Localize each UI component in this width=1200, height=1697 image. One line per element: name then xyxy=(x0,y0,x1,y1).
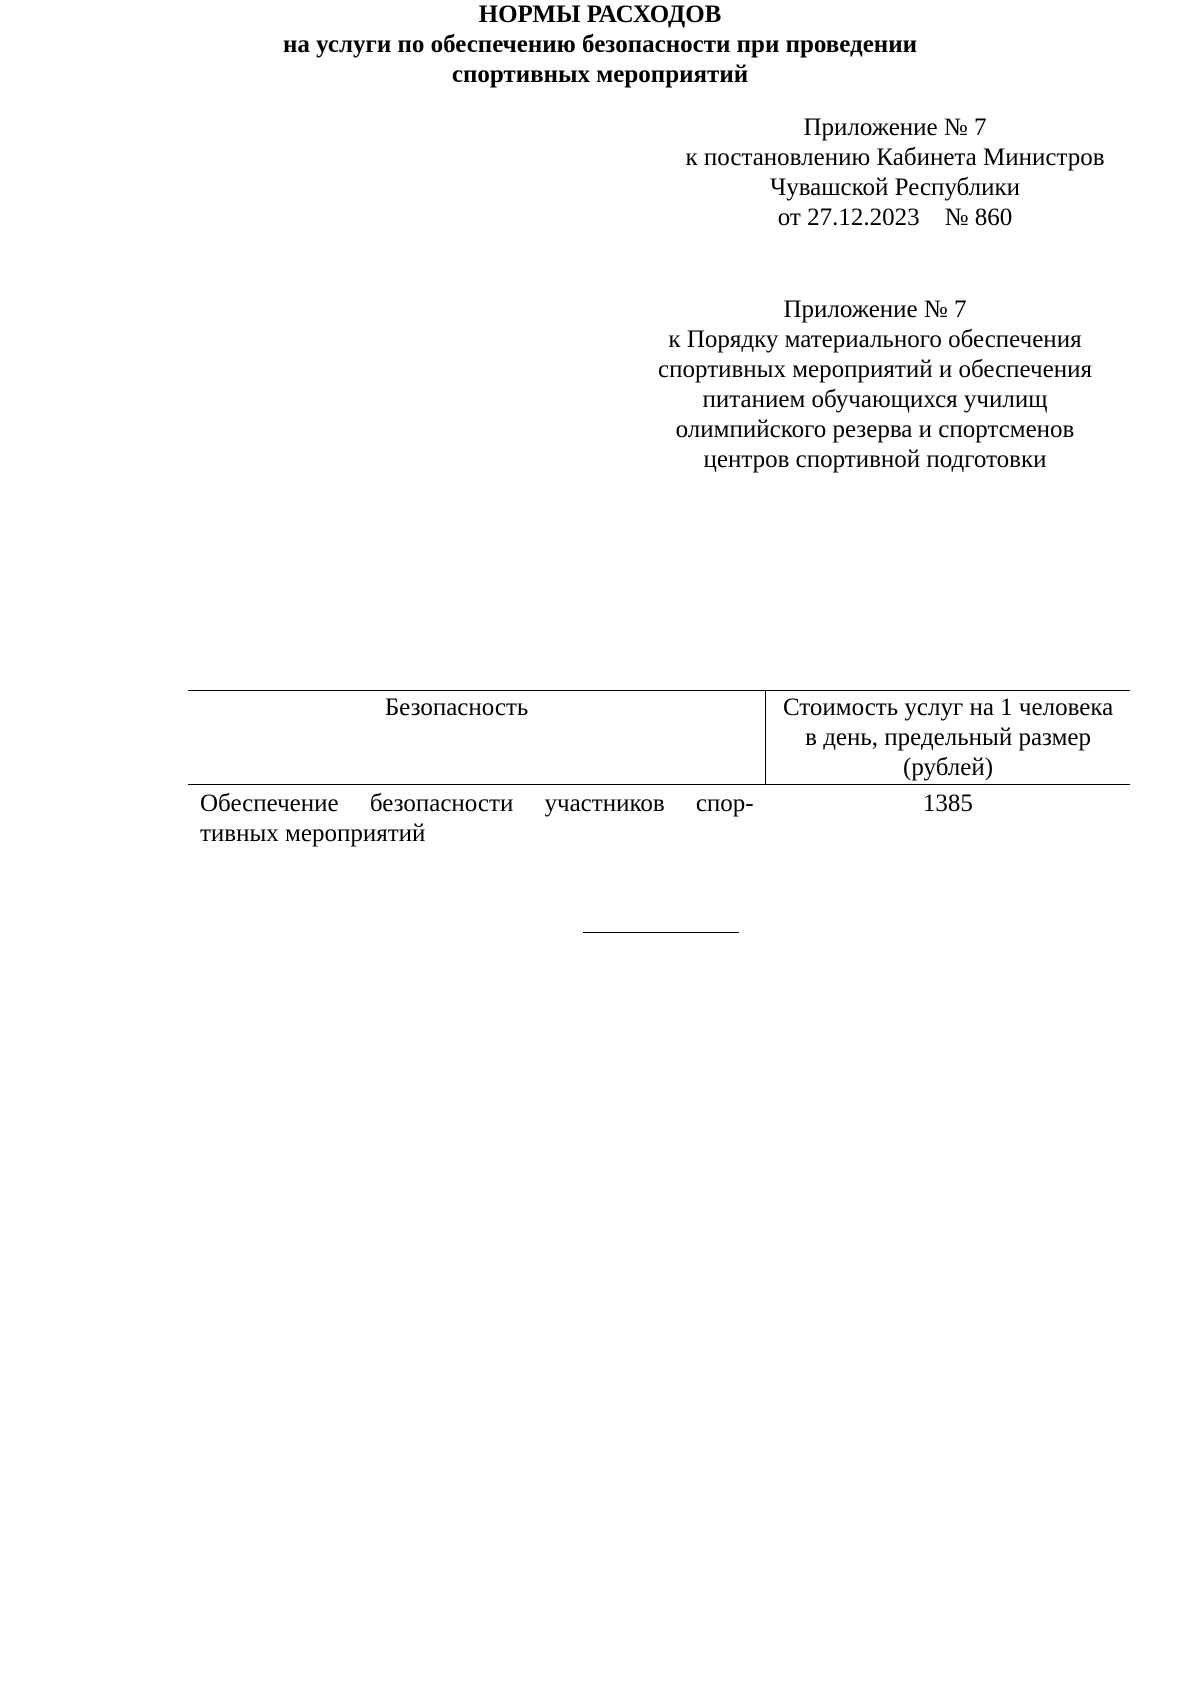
norms-table xyxy=(188,690,1130,849)
appendix-decree-line: от 27.12.2023 № 860 xyxy=(777,204,1013,231)
document-title: НОРМЫ РАСХОДОВ xyxy=(478,1,722,28)
document-subtitle-line: спортивных мероприятий xyxy=(451,61,749,88)
appendix-order-line: питанием обучающихся училищ xyxy=(702,386,1048,413)
header-cost-line: в день, предельный размер xyxy=(805,724,1091,751)
header-cost xyxy=(766,691,1130,785)
document-subtitle-line: на услуги по обеспечению безопасности при проведении xyxy=(282,31,918,58)
document-heading xyxy=(0,0,1200,90)
appendix-order-line: центров спортивной подготовки xyxy=(703,446,1047,473)
table-row xyxy=(188,785,1130,850)
appendix-decree-line: к постановлению Кабинета Министров xyxy=(685,144,1105,171)
row-cost-value xyxy=(766,785,1130,850)
row-service-name xyxy=(188,785,766,850)
appendix-decree-line: Чувашской Республики xyxy=(769,174,1021,201)
table-header-row xyxy=(188,691,1130,785)
row-service-name-line: Обеспечение безопасности участников спор- xyxy=(200,790,754,817)
appendix-order-line: Приложение № 7 xyxy=(783,296,967,323)
header-cost-line: (рублей) xyxy=(903,754,994,781)
header-security-label: Безопасность xyxy=(384,694,529,721)
row-service-name-line: тивных мероприятий xyxy=(200,820,426,847)
appendix-decree-block xyxy=(660,113,1130,233)
row-cost-value-text: 1385 xyxy=(922,790,973,817)
appendix-order-line: спортивных мероприятий и обеспечения xyxy=(658,356,1092,383)
appendix-order-line: к Порядку материального обеспечения xyxy=(668,326,1082,353)
appendix-order-line: олимпийского резерва и спортсменов xyxy=(675,416,1075,443)
appendix-decree-line: Приложение № 7 xyxy=(803,114,987,141)
appendix-order-block xyxy=(640,295,1110,475)
header-cost-line: Стоимость услуг на 1 человека xyxy=(782,694,1114,721)
header-security xyxy=(188,691,766,785)
end-of-document-rule xyxy=(583,932,739,933)
